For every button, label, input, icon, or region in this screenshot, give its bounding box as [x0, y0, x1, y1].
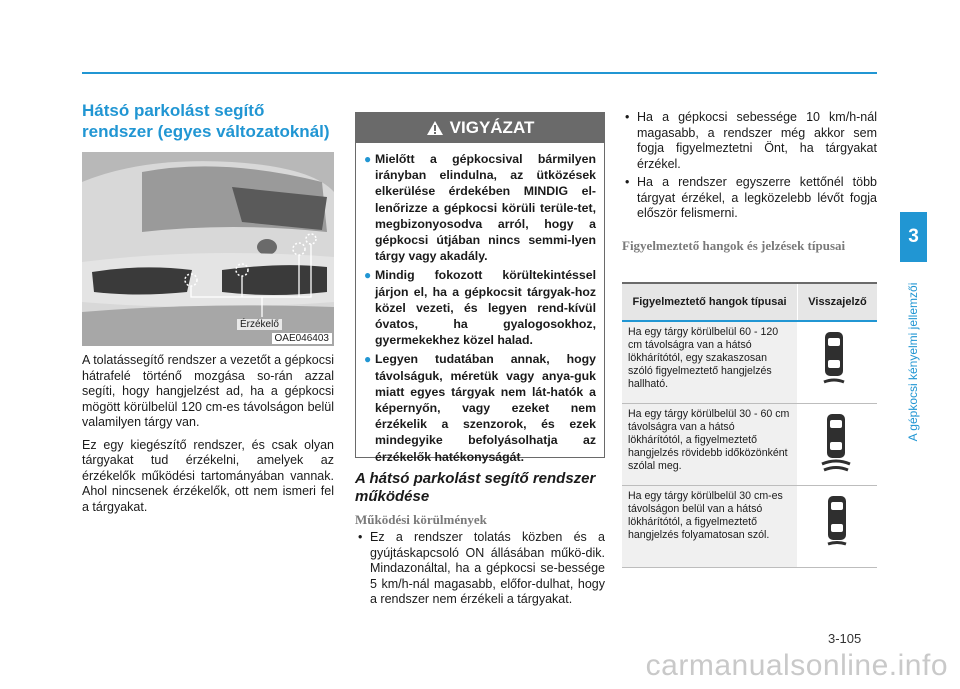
header-indicator: Visszajelző — [797, 284, 877, 320]
condition-item: • Ez a rendszer tolatás közben és a gyújtáskapcsoló ON állásában műkö-dik. Mindazonáltal, ha a gépkocsi se-bessége 5 km/h-nál magasabb, előfor-dulhat, hogy a rendszer nem érzékeli a tárgyakat. — [358, 530, 605, 606]
car-indicator-medium-icon — [820, 412, 854, 478]
indicator-cell — [797, 486, 877, 567]
section-title: Hátsó parkolást segítő rendszer (egyes változatoknál) — [82, 101, 330, 141]
caution-item: ● Mielőtt a gépkocsival bármilyen irányban elindulna, az ütközések elkerülése érdekében MINDIG el-lenőrizze a gépkocsi körüli terüle-tet, megbizonyosodva arról, hogy a gépkocsi útjában nincs semmi-lyen tárgy vagy akadály. — [364, 152, 596, 264]
bullet-icon: ● — [364, 352, 372, 367]
chapter-tab: 3 — [900, 212, 927, 262]
signals-title: Figyelmeztető hangok és jelzések típusai — [622, 238, 846, 253]
caution-item: ● Mindig fokozott körültekintéssel járjon el, ha a gépkocsit tárgyak-hoz közel vezeti, és legyen rend-kívül óvatos, ha gyalogosokhoz, gyermekekhez közel halad. — [364, 268, 596, 348]
caution-list — [356, 143, 604, 465]
caution-box — [355, 112, 605, 464]
signal-description: Ha egy tárgy körülbelül 30 - 60 cm távolságra van a hátsó lökhárítótól, a figyelmeztető hangjelzés rövidebb időközönként szólal meg. — [622, 404, 797, 485]
intro-paragraph-2: Ez egy kiegészítő rendszer, és csak olyan tárgyakat tud érzékelni, amelyek az érzékelők működési tartományában vannak. Ahol nincsenek érzékelők, ott nem ismeri fel a tárgyakat. — [82, 437, 334, 514]
condition-item: • Ha a rendszer egyszerre kettőnél több tárgyat érzékel, a legközelebb lévőt fogja először felismerni. — [625, 175, 877, 220]
watermark: carmanualsonline.info — [645, 649, 948, 682]
bullet-icon: ● — [364, 268, 372, 283]
conditions-title: Működési körülmények — [355, 512, 487, 527]
caution-header — [356, 113, 604, 143]
signal-table-header — [622, 284, 877, 322]
bullet-icon: ● — [364, 152, 372, 166]
top-rule — [82, 72, 877, 74]
chapter-title: A gépkocsi kényelmi jellemzői — [906, 282, 920, 442]
rear-bumper-illustration — [82, 152, 334, 346]
sensor-label: Érzékelő — [237, 319, 282, 330]
image-code: OAE046403 — [272, 333, 333, 344]
indicator-cell — [797, 404, 877, 485]
caution-item: ● Legyen tudatában annak, hogy távolságuk, méretük vagy anya-guk miatt egyes tárgyak nem lát-hatók a képernyőn, vagy ezeket nem érzékelik a szenzorok, és ezek mindegyike befolyásolhatja az érzékelők hatékonyságát. — [364, 352, 596, 464]
rear-bumper-photo — [82, 152, 334, 346]
intro-paragraph-1: A tolatássegítő rendszer a vezetőt a gépkocsi hátrafelé történő mozgása so-rán azzal segíti, hogy hangjelzést ad, ha a gépkocsi mögött körülbelül 120 cm-es távolságon belül valamilyen tárgy van. — [82, 353, 334, 429]
page-number: 3-105 — [828, 631, 862, 646]
column-left — [82, 100, 334, 515]
conditions-list-col2 — [355, 530, 605, 611]
conditions-list-col3 — [622, 110, 877, 225]
table-row — [622, 404, 877, 486]
warning-icon — [426, 120, 444, 136]
car-indicator-close-icon — [822, 494, 852, 560]
indicator-cell — [797, 322, 877, 403]
signal-description: Ha egy tárgy körülbelül 30 cm-es távolságon belül van a hátsó lökhárítótól, a figyelmeztető hangjelzés folyamatosan szól. — [622, 486, 797, 567]
table-row — [622, 322, 877, 404]
signal-table — [622, 282, 877, 569]
signal-description: Ha egy tárgy körülbelül 60 - 120 cm távolságra van a hátsó lökhárítótól, egy szakaszosan szóló figyelmeztető hangjelzés hallható. — [622, 322, 797, 403]
condition-item: • Ha a gépkocsi sebessége 10 km/h-nál magasabb, a rendszer még akkor sem fogja figyelmeztetni Önt, ha tárgyakat érzékel. — [625, 110, 877, 171]
header-sound-types: Figyelmeztető hangok típusai — [632, 295, 787, 308]
table-row — [622, 486, 877, 568]
caution-title: VIGYÁZAT — [449, 118, 535, 137]
operation-title: A hátsó parkolást segítő rendszer működése — [355, 470, 596, 505]
car-indicator-far-icon — [822, 330, 852, 396]
